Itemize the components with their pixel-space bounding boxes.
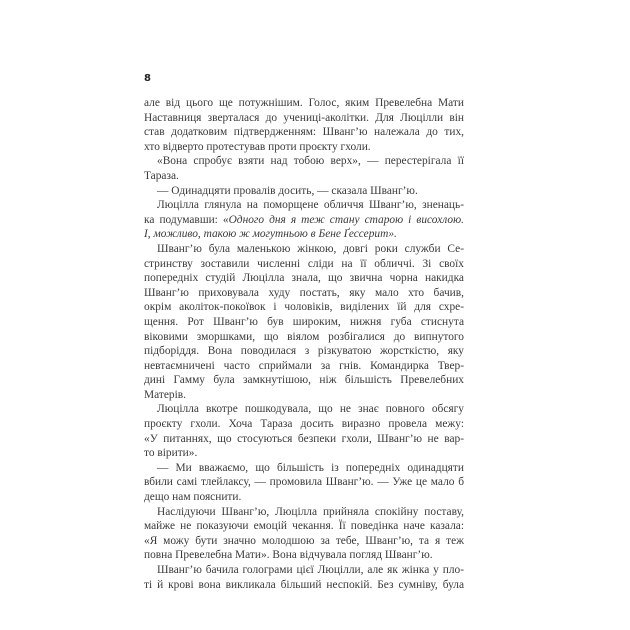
text-line: повна Превелебна Мати». Вона відчувала погляд Шванг’ю. [144,549,433,562]
page-number: 8 [144,73,151,84]
text-line: майже не показуючи емоцій чекання. Її поведінка наче казала: [144,520,464,533]
body-text [144,96,464,592]
text-line: Шванг’ю була маленькою жінкою, довгі роки служби Се- [157,242,464,255]
text-line: ка подумавши: «Одного дня я теж стану старою і висохлою. [144,213,464,226]
text-line: Шванг’ю приховувала худу постать, яку мало хто бачив, [144,286,464,299]
text-line: І, можливо, такою ж могутньою в Бене Ґессерит». [144,228,397,241]
text-line: «Я можу бути значно молодшою за тебе, Шванг’ю, та я теж [144,534,464,547]
text-line: «Вона спробує взяти над тобою верх», — перестерігала її [157,155,464,168]
text-line: Матерів. [144,388,187,401]
text-line: проєкту гхоли. Хоча Тараза досить виразно провела межу: [144,418,464,431]
text-line: то вірити». [144,447,198,460]
text-line: хто відверто протестував проти проєкту гхоли. [144,140,371,153]
text-line: — Одинадцяти провалів досить, — сказала Шванг’ю. [157,184,418,197]
text-line: Наслідуючи Шванг’ю, Люцілла прийняла спокійну поставу, [157,505,464,518]
text-line: Люцілла глянула на поморщене обличчя Шванг’ю, зненаць- [157,199,464,212]
text-line: невтаємничені часто сприймали за гнів. Командирка Твер- [144,359,464,372]
text-line: підборіддя. Вона поводилася з різкуватою жорсткістю, яку [144,345,464,358]
text-line: вбили самі тлейлаксу, — промовила Шванг’ю. — Уже це мало б [144,476,464,489]
text-line: стринству зоставили численні сліди на її обличчі. Зі своїх [144,257,464,270]
text-line: Люцілла вкотре пошкодувала, що не знає повного обсягу [157,403,464,416]
text-line: Тараза. [144,169,179,182]
text-line: Шванг’ю бачила голограми цієї Люцілли, але як жінка у пло- [157,564,464,576]
text-line: «У питаннях, що стосуються безпеки гхоли, Шванг’ю не вар- [144,432,464,445]
text-line: віковими зморшками, що віялом розбігалися до випнутого [144,330,464,343]
text-line: — Ми вважаємо, що більшість із попередніх одинадцяти [157,461,464,474]
text-line: попередніх студій Люцілла знала, що звична чорна накидка [144,272,464,285]
text-line: дині Гамму була замкнутішою, ніж більшість Превелебних [144,374,464,387]
text-line: але від цього ще потужнішим. Голос, яким Превелебна Мати [144,97,464,109]
text-line: став додатковим підтвердженням: Шванг’ю належала до тих, [144,126,464,139]
text-line: ті й крові вона викликала більший неспокій. Без сумніву, була [144,578,464,591]
text-line: Наставниця зверталася до учениці-аколітки. Для Люцілли він [144,111,464,124]
text-line: окрім аколіток-покоївок і чоловіків, виділених їй для схре- [144,301,464,314]
text-line: щення. Рот Шванг’ю був широким, нижня губа стиснута [144,315,464,328]
text-line: дещо нам пояснити. [144,491,242,504]
